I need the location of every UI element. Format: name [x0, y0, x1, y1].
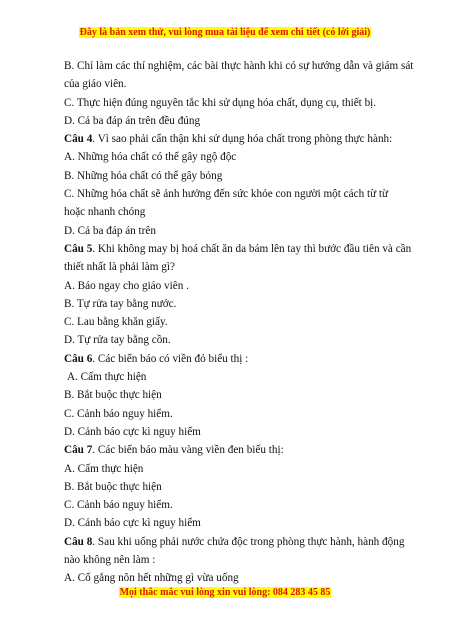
text-line: [64, 423, 394, 441]
question-line: [64, 130, 394, 148]
question-number: Câu 4: [64, 133, 93, 146]
text-line: [64, 94, 394, 112]
question-number: Câu 8: [64, 535, 93, 548]
line-text: . Vì sao phải cẩn thận khi sử dụng hóa chất trong phòng thực hành:: [92, 133, 393, 146]
line-text: C. Cảnh báo nguy hiểm.: [64, 499, 173, 512]
question-number: Câu 6: [64, 352, 93, 365]
line-text: D. Cả ba đáp án trên: [64, 224, 156, 237]
question-number: Câu 7: [64, 444, 93, 457]
line-text: nào không nên làm :: [64, 554, 156, 567]
text-line: [64, 203, 394, 221]
line-text: C. Cảnh báo nguy hiểm.: [64, 407, 173, 420]
contact-banner: Mọi thắc mắc vui lòng xin vui lòng: 084 283 45 85: [119, 587, 331, 598]
line-text: D. Cảnh báo cực kì nguy hiểm: [64, 425, 201, 438]
text-line: [64, 148, 394, 166]
line-text: . Khi không may bị hoá chất ăn da bám lên tay thì bước đầu tiên và cần: [92, 242, 412, 255]
text-line: [64, 112, 394, 130]
line-text: . Các biển báo màu vàng viền đen biểu thị:: [92, 444, 284, 457]
text-line: [64, 295, 394, 313]
line-text: của giáo viên.: [64, 78, 127, 91]
question-line: [64, 533, 405, 551]
line-text: thiết nhất là phải làm gì?: [64, 261, 175, 274]
text-line: [64, 368, 394, 386]
text-line: [64, 75, 394, 93]
text-line: [64, 258, 394, 276]
text-line: [64, 331, 394, 349]
line-text: . Sau khi uống phải nước chứa độc trong phòng thực hành, hành động: [92, 535, 405, 548]
document-body: [64, 57, 414, 588]
question-line: [64, 441, 394, 459]
text-line: [64, 405, 394, 423]
question-number: Câu 5: [64, 242, 93, 255]
text-line: [64, 185, 394, 203]
line-text: A. Những hóa chất có thể gây ngộ độc: [64, 151, 237, 164]
line-text: B. Bắt buộc thực hiện: [64, 389, 162, 402]
question-line: [64, 350, 394, 368]
line-text: D. Cả ba đáp án trên đều đúng: [64, 114, 201, 127]
line-text: B. Những hóa chất có thể gây bỏng: [64, 169, 223, 182]
text-line: [64, 496, 394, 514]
line-text: A. Cố gắng nôn hết những gì vừa uống: [64, 572, 239, 585]
line-text: B. Chỉ làm các thí nghiệm, các bài thực hành khi có sự hướng dẫn và giám sát: [64, 60, 414, 72]
line-text: A. Cấm thực hiện: [64, 462, 144, 475]
text-line: [64, 569, 394, 587]
line-text: D. Tự rửa tay bằng cồn.: [64, 334, 171, 347]
text-line: [64, 222, 394, 240]
line-text: C. Những hóa chất sẽ ảnh hưởng đến sức khỏe con người một cách từ từ: [64, 188, 389, 201]
text-line: [64, 167, 394, 185]
line-text: C. Thực hiện đúng nguyên tắc khi sử dụng hóa chất, dụng cụ, thiết bị.: [64, 96, 377, 109]
line-text: hoặc nhanh chóng: [64, 206, 146, 219]
preview-banner: Đây là bản xem thử, vui lòng mua tài liệu để xem chi tiết (có lời giải): [79, 27, 371, 38]
text-line: [64, 460, 394, 478]
question-line: [64, 240, 412, 258]
line-text: D. Cảnh báo cực kì nguy hiểm: [64, 517, 201, 530]
line-text: C. Lau bằng khăn giấy.: [64, 316, 168, 329]
text-line: [64, 514, 394, 532]
text-line: [64, 57, 414, 75]
text-line: [64, 386, 394, 404]
line-text: A. Cấm thực hiện: [67, 371, 147, 384]
text-line: [64, 551, 394, 569]
line-text: B. Bắt buộc thực hiện: [64, 480, 162, 493]
line-text: A. Báo ngay cho giáo viên .: [64, 279, 189, 292]
line-text: . Các biển báo có viền đỏ biểu thị :: [92, 352, 249, 365]
text-line: [64, 277, 394, 295]
text-line: [64, 478, 394, 496]
line-text: B. Tự rửa tay bằng nước.: [64, 297, 177, 310]
text-line: [64, 313, 394, 331]
